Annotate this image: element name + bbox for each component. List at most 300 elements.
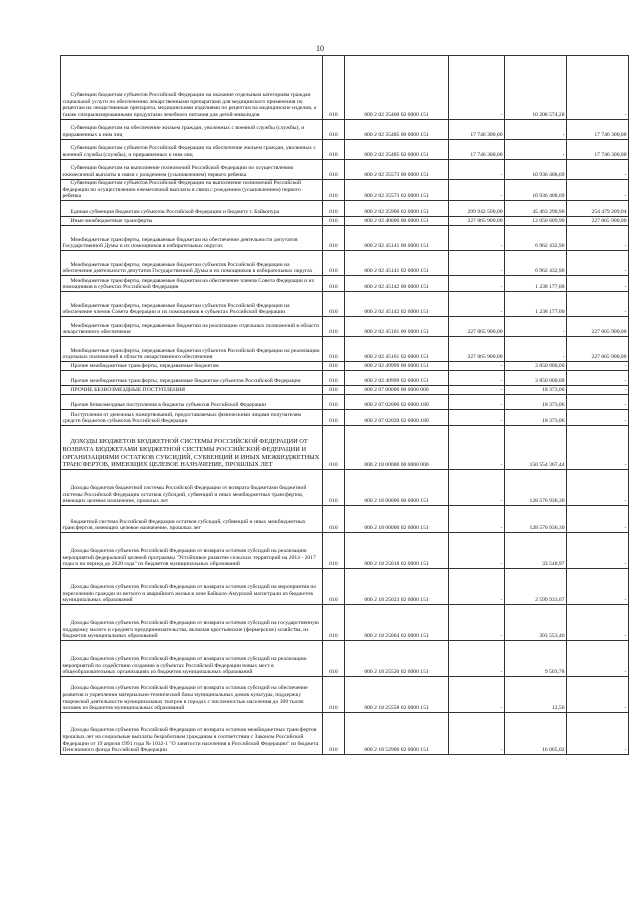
row-admin-code (323, 605, 345, 641)
row-amount-3-text: - (624, 268, 627, 275)
row-amount-2 (505, 217, 567, 226)
row-amount-3-text: 227 065 900,00 (591, 218, 627, 225)
row-amount-1 (449, 276, 505, 292)
row-amount-3-text: 17 746 300,00 (594, 151, 627, 158)
row-amount-1-text: - (500, 597, 503, 604)
row-amount-3 (567, 395, 629, 410)
table-row (61, 470, 629, 506)
row-amount-2 (505, 506, 567, 533)
row-amount-2 (505, 226, 567, 251)
row-amount-3-text: - (624, 111, 627, 118)
row-description (61, 713, 323, 755)
row-amount-2 (505, 56, 567, 120)
row-description-text: Прочие межбюджетные трансферты, передаваемые бюджетам (70, 363, 219, 370)
row-description (61, 251, 323, 276)
row-amount-3 (567, 533, 629, 569)
table-row (61, 426, 629, 470)
table-row (61, 386, 629, 395)
row-budget-code (345, 395, 449, 410)
row-amount-2 (505, 426, 567, 470)
row-description (61, 605, 323, 641)
row-budget-code-text: 000 2 18 25558 02 0000 151 (364, 705, 429, 712)
row-admin-code-text: 010 (329, 111, 338, 118)
row-amount-3-text: - (624, 309, 627, 316)
row-admin-code (323, 533, 345, 569)
row-amount-1-text: - (500, 193, 503, 200)
row-budget-code-text: 000 2 02 35900 02 0000 151 (364, 209, 429, 216)
row-amount-3 (567, 56, 629, 120)
row-admin-code-text: 010 (329, 309, 338, 316)
row-description (61, 276, 323, 292)
row-budget-code (345, 292, 449, 317)
row-description (61, 217, 323, 226)
row-budget-code-text: 000 2 02 49999 02 0000 151 (364, 378, 429, 385)
row-admin-code-text: 010 (329, 329, 338, 336)
row-description-text: Межбюджетные трансферты, передаваемые бюджетам субъектов Российской Федерации на реализацию отдельных полномочий в области лекарственного обеспечения (62, 347, 320, 361)
row-description-text: Межбюджетные трансферты, передаваемые бюджетам на реализацию отдельных полномочий в области лекарственного обеспечения (62, 322, 320, 336)
row-description-text: Прочие безвозмездные поступления в бюджеты субъектов Российской Федерации (70, 402, 267, 409)
row-amount-1-text: - (500, 243, 503, 250)
row-admin-code-text: 010 (329, 363, 338, 370)
row-budget-code-text: 000 2 18 52900 02 0000 151 (364, 747, 429, 754)
row-amount-3 (567, 120, 629, 140)
table-row (61, 506, 629, 533)
row-budget-code (345, 276, 449, 292)
row-amount-3 (567, 160, 629, 180)
row-admin-code-text: 010 (329, 284, 338, 291)
row-admin-code-text: 010 (329, 633, 338, 640)
table-row (61, 292, 629, 317)
row-budget-code-text: 000 2 18 25064 02 0000 151 (364, 633, 429, 640)
row-description-text: Межбюджетные трансферты, передаваемые бюджетам субъектов Российской Федерации на обеспечение деятельности депутатов Государственной Думы и их помощников в избирательных округах (62, 261, 313, 275)
row-amount-2 (505, 201, 567, 217)
row-amount-2-text: 1 238 177,00 (535, 284, 565, 291)
row-admin-code-text: 010 (329, 597, 338, 604)
row-amount-2 (505, 337, 567, 362)
row-amount-1 (449, 395, 505, 410)
row-description (61, 641, 323, 677)
row-amount-3 (567, 337, 629, 362)
row-description-text: Субвенции бюджетам субъектов Российской Федерации на обеспечение жильем граждан, уволенных с военной службы (службы), и приравненных к ним лиц (62, 145, 316, 158)
row-amount-1 (449, 371, 505, 386)
row-amount-1 (449, 226, 505, 251)
row-amount-1-text: - (500, 268, 503, 275)
row-admin-code-text: 010 (329, 151, 338, 158)
row-budget-code (345, 226, 449, 251)
row-amount-2 (505, 569, 567, 605)
row-amount-2-text: 3 850 000,00 (535, 363, 565, 370)
row-amount-3-text: - (624, 525, 627, 532)
row-amount-1-text: - (500, 363, 503, 370)
table-row (61, 56, 629, 120)
row-amount-3-text: - (624, 171, 627, 178)
row-budget-code-text: 000 2 02 35573 00 0000 151 (364, 171, 429, 178)
row-amount-3 (567, 276, 629, 292)
table-row (61, 569, 629, 605)
row-admin-code (323, 217, 345, 226)
row-amount-1 (449, 533, 505, 569)
row-amount-3-text: 17 746 300,00 (594, 131, 627, 138)
row-description-text: Доходы бюджетов субъектов Российской Федерации от возврата остатков субсидий на обеспечение развития и укрепления материально-технической базы муниципальных домов культуры, поддержку творческой деятельности муниципальных театров в городах с численностью населения до 300 тысяч человек из бюджетов муниципальных образований (62, 685, 308, 712)
row-description-text: Доходы бюджетов субъектов Российской Федерации от возврата остатков субсидий на мероприятия по переселению граждан из ветхого и аварийного жилья в зоне Байкало-Амурской магистрали из бюджетов муниципальных образований (62, 584, 317, 604)
table-row (61, 180, 629, 201)
row-amount-3-text: - (624, 243, 627, 250)
row-admin-code-text: 010 (329, 218, 338, 225)
row-admin-code-text: 010 (329, 193, 338, 200)
row-amount-2 (505, 292, 567, 317)
row-amount-1-text: 17 746 300,00 (470, 131, 503, 138)
row-description (61, 56, 323, 120)
row-budget-code-text: 000 2 07 02020 02 0000 180 (364, 418, 429, 425)
row-amount-3 (567, 201, 629, 217)
row-budget-code (345, 217, 449, 226)
row-admin-code-text: 010 (329, 705, 338, 712)
table-row (61, 605, 629, 641)
row-amount-1 (449, 292, 505, 317)
row-amount-1-text: - (500, 171, 503, 178)
row-amount-2 (505, 470, 567, 506)
table-row (61, 371, 629, 386)
row-amount-3 (567, 506, 629, 533)
row-budget-code-text: 000 2 18 00000 02 0000 151 (364, 525, 429, 532)
row-description (61, 426, 323, 470)
row-admin-code (323, 120, 345, 140)
row-amount-2 (505, 386, 567, 395)
row-amount-3 (567, 569, 629, 605)
row-budget-code (345, 180, 449, 201)
row-amount-3-text: - (624, 669, 627, 676)
row-amount-2-text: - (562, 151, 565, 158)
row-admin-code (323, 410, 345, 426)
row-description (61, 677, 323, 713)
row-description (61, 317, 323, 337)
row-admin-code (323, 160, 345, 180)
row-description-text: Доходы бюджетов субъектов Российской Федерации от возврата остатков субсидий на государственную поддержку малого и среднего предпринимательства, включая крестьянские (фермерские) хозяйства, из бюджетов муниципальных образований (62, 620, 320, 640)
row-description-text: Иные межбюджетные трансферты (70, 218, 153, 225)
row-amount-1 (449, 337, 505, 362)
row-description (61, 386, 323, 395)
row-amount-2 (505, 605, 567, 641)
row-budget-code (345, 317, 449, 337)
row-budget-code (345, 713, 449, 755)
row-budget-code (345, 641, 449, 677)
row-amount-1 (449, 677, 505, 713)
row-amount-1-text: - (500, 111, 503, 118)
row-admin-code-text: 010 (329, 131, 338, 138)
row-amount-3 (567, 470, 629, 506)
row-budget-code-text: 000 2 18 00000 00 0000 000 (364, 462, 429, 469)
row-admin-code-text: 010 (329, 378, 338, 385)
row-budget-code-text: 000 2 02 45161 00 0000 151 (364, 329, 429, 336)
row-amount-3 (567, 426, 629, 470)
row-description (61, 120, 323, 140)
row-description (61, 160, 323, 180)
row-budget-code-text: 000 2 07 00000 00 0000 000 (364, 387, 429, 394)
table-row (61, 533, 629, 569)
row-description (61, 180, 323, 201)
row-admin-code-text: 010 (329, 243, 338, 250)
row-admin-code (323, 226, 345, 251)
row-amount-3 (567, 386, 629, 395)
row-amount-3-text: - (624, 193, 627, 200)
row-admin-code-text: 010 (329, 402, 338, 409)
row-admin-code (323, 56, 345, 120)
row-description-text: бюджетной система Российской Федерации остатков субсидий, субвенций и иных межбюджетных трансфертов, имеющих целевое назначение, прошлых лет (62, 518, 306, 532)
row-description (61, 292, 323, 317)
row-amount-2-text: 16 005,02 (542, 747, 565, 754)
row-description (61, 337, 323, 362)
row-description-text: Доходы бюджетов субъектов Российской Федерации от возврата остатков субсидий на реализацию мероприятий по содействию созданию в субъектах Российской Федерации новых мест в общеобразовательных организациях из бюджетов муниципальных образований (62, 656, 307, 676)
row-admin-code-text: 010 (329, 354, 338, 361)
row-admin-code-text: 010 (329, 462, 338, 469)
row-budget-code-text: 000 2 07 02000 02 0000 180 (364, 402, 429, 409)
row-amount-2 (505, 371, 567, 386)
row-admin-code-text: 010 (329, 669, 338, 676)
row-budget-code-text: 000 2 02 35485 02 0000 151 (364, 151, 429, 158)
row-amount-3-text: - (624, 284, 627, 291)
table-row (61, 160, 629, 180)
table-row (61, 641, 629, 677)
row-amount-3-text: - (624, 363, 627, 370)
row-amount-2 (505, 533, 567, 569)
row-amount-3 (567, 180, 629, 201)
row-amount-1 (449, 386, 505, 395)
row-amount-3-text: - (624, 747, 627, 754)
row-amount-2-text: 128 576 936,30 (529, 498, 565, 505)
row-budget-code (345, 337, 449, 362)
row-amount-3 (567, 226, 629, 251)
row-amount-2-text: 12,56 (551, 705, 565, 712)
row-amount-1-text: 227 065 900,00 (467, 329, 503, 336)
row-admin-code-text: 010 (329, 268, 338, 275)
row-amount-1 (449, 217, 505, 226)
row-description-text: Единая субвенция бюджетам субъектов Российской Федерации и бюджету г. Байконура (70, 209, 280, 216)
table-row (61, 337, 629, 362)
row-budget-code-text: 000 2 18 25018 02 0000 151 (364, 561, 429, 568)
row-budget-code-text: 000 2 02 45142 02 0000 151 (364, 309, 429, 316)
row-budget-code-text: 000 2 02 35573 02 0000 151 (364, 193, 429, 200)
row-amount-2 (505, 180, 567, 201)
row-amount-1-text: - (500, 669, 503, 676)
row-amount-1-text: - (500, 462, 503, 469)
row-amount-1 (449, 120, 505, 140)
row-amount-3-text: - (624, 387, 627, 394)
table-row (61, 226, 629, 251)
row-budget-code (345, 569, 449, 605)
row-amount-3-text: - (624, 498, 627, 505)
row-description-text: Доходы бюджетов бюджетной системы Российской Федерации от возврата бюджетами бюджетной системы Российской Федерации остатков субсидий, субвенций и иных межбюджетных трансфертов, имеющих целевое назначение, прошлых лет (62, 485, 307, 505)
table-row (61, 317, 629, 337)
row-budget-code (345, 56, 449, 120)
row-amount-3-text: - (624, 597, 627, 604)
row-description (61, 410, 323, 426)
row-amount-2-text: 2 599 933,67 (535, 597, 565, 604)
row-admin-code-text: 010 (329, 498, 338, 505)
row-description (61, 226, 323, 251)
row-budget-code (345, 470, 449, 506)
row-admin-code-text: 010 (329, 209, 338, 216)
row-amount-3-text: 227 065 900,00 (591, 354, 627, 361)
row-amount-2-text: 18 373,06 (542, 418, 565, 425)
table-row (61, 201, 629, 217)
row-budget-code-text: 000 2 18 25023 02 0000 151 (364, 597, 429, 604)
row-admin-code (323, 180, 345, 201)
row-amount-2-text: 9 503,78 (544, 669, 565, 676)
row-amount-3 (567, 371, 629, 386)
row-budget-code (345, 140, 449, 160)
row-amount-3 (567, 362, 629, 371)
row-admin-code (323, 569, 345, 605)
row-amount-3 (567, 140, 629, 160)
table-row (61, 395, 629, 410)
row-description (61, 140, 323, 160)
row-admin-code-text: 010 (329, 525, 338, 532)
table-row (61, 217, 629, 226)
row-admin-code (323, 251, 345, 276)
row-amount-1-text: - (500, 402, 503, 409)
row-amount-2-text: - (562, 131, 565, 138)
table-row (61, 140, 629, 160)
row-budget-code (345, 506, 449, 533)
row-amount-1-text: - (500, 705, 503, 712)
row-budget-code (345, 251, 449, 276)
row-budget-code (345, 362, 449, 371)
row-amount-3-text: - (624, 418, 627, 425)
row-amount-2 (505, 410, 567, 426)
row-amount-1-text: - (500, 498, 503, 505)
row-amount-1 (449, 362, 505, 371)
row-budget-code (345, 605, 449, 641)
row-amount-2-text: - (562, 354, 565, 361)
row-budget-code (345, 386, 449, 395)
row-admin-code (323, 470, 345, 506)
row-admin-code (323, 201, 345, 217)
row-budget-code-text: 000 2 02 45141 00 0000 151 (364, 243, 429, 250)
row-budget-code-text: 000 2 02 35485 00 0000 151 (364, 131, 429, 138)
row-description-text: Субвенции бюджетам на выполнение полномочий Российской Федерации по осуществлению ежемесячной выплаты в связи с рождением (усыновлением) первого ребенка (62, 165, 294, 178)
row-budget-code (345, 371, 449, 386)
row-amount-2 (505, 276, 567, 292)
row-admin-code (323, 317, 345, 337)
row-amount-1-text: - (500, 561, 503, 568)
row-amount-2-text: 150 554 367,44 (529, 462, 565, 469)
row-amount-1-text: - (500, 309, 503, 316)
row-budget-code-text: 000 2 18 25520 02 0000 151 (364, 669, 429, 676)
row-amount-2-text: 10 208 574,28 (532, 111, 565, 118)
row-amount-3-text: - (624, 705, 627, 712)
row-amount-2 (505, 317, 567, 337)
row-admin-code (323, 713, 345, 755)
row-description-text: Субвенции бюджетам на обеспечение жильем граждан, уволенных с военной службы (службы), и приравненных к ним лиц (62, 125, 305, 138)
row-amount-1 (449, 201, 505, 217)
row-amount-2-text: 393 553,46 (539, 633, 565, 640)
row-amount-1 (449, 140, 505, 160)
row-amount-2 (505, 160, 567, 180)
row-description (61, 395, 323, 410)
row-amount-1-text: - (500, 387, 503, 394)
row-amount-3 (567, 677, 629, 713)
row-description-text: Доходы бюджетов субъектов Российской Федерации от возврата остатков межбюджетных трансфертов прошлых лет на социальные выплаты безработным гражданам в соответствии с Законом Российской Федерации от 19 апреля 1991 года № 1032-1 "О занятости населения в Российской Федерации" из бюджета Пенсионного фонда Российской Федерации (62, 727, 319, 754)
table-row (61, 713, 629, 755)
row-description-text: Субвенции бюджетам субъектов Российской Федерации на выполнение полномочий Российской Федерации по осуществлению ежемесячной выплаты в связи с рождением (усыновлением) первого ребенка (62, 180, 302, 200)
row-budget-code-text: 000 2 02 49999 00 0000 151 (364, 363, 429, 370)
row-amount-3-text: - (624, 633, 627, 640)
row-amount-1 (449, 713, 505, 755)
row-admin-code (323, 337, 345, 362)
row-description-text: Межбюджетные трансферты, передаваемые бюджетам на обеспечение членов Совета Федерации и их помощников в субъектах Российской Федерации (62, 277, 315, 291)
row-amount-1-text: - (500, 378, 503, 385)
row-description (61, 201, 323, 217)
row-amount-1 (449, 410, 505, 426)
row-amount-2-text: 45 463 290,96 (532, 209, 565, 216)
row-amount-1-text: 299 942 500,00 (467, 209, 503, 216)
row-amount-3-text: - (624, 402, 627, 409)
table-row (61, 251, 629, 276)
row-amount-1 (449, 506, 505, 533)
row-admin-code (323, 276, 345, 292)
row-amount-2-text: - (562, 329, 565, 336)
row-amount-1 (449, 569, 505, 605)
row-budget-code-text: 000 2 02 45161 02 0000 151 (364, 354, 429, 361)
row-amount-1 (449, 180, 505, 201)
row-admin-code (323, 386, 345, 395)
table-row (61, 362, 629, 371)
row-amount-2 (505, 395, 567, 410)
row-amount-3 (567, 605, 629, 641)
row-amount-1 (449, 160, 505, 180)
row-description (61, 533, 323, 569)
row-description-text: Прочие межбюджетные трансферты, передаваемые бюджетам субъектов Российской Федерации (70, 378, 301, 385)
row-description (61, 569, 323, 605)
row-amount-1 (449, 317, 505, 337)
row-description-text: Доходы бюджетов субъектов Российской Федерации от возврата остатков субсидий на реализацию мероприятий федеральной целевой программы "Устойчивое развитие сельских территорий на 2014 - 2017 годы и на период до 2020 года" из бюджетов муниципальных образований (62, 548, 316, 568)
row-amount-2-text: 12 050 609,90 (532, 218, 565, 225)
row-amount-2-text: 3 850 000,00 (535, 378, 565, 385)
row-amount-3-text: - (624, 378, 627, 385)
row-amount-3 (567, 713, 629, 755)
row-amount-2-text: 18 373,06 (542, 387, 565, 394)
row-amount-1 (449, 605, 505, 641)
row-amount-1-text: 17 746 300,00 (470, 151, 503, 158)
row-budget-code-text: 000 2 02 35460 02 0000 151 (364, 111, 429, 118)
row-amount-3 (567, 410, 629, 426)
row-amount-3-text: - (624, 561, 627, 568)
row-amount-2 (505, 677, 567, 713)
page-number: 10 (316, 44, 324, 53)
row-amount-2-text: 10 936 408,69 (532, 171, 565, 178)
row-description-text: Межбюджетные трансферты, передаваемые бюджетам на обеспечение деятельности депутатов Государственной Думы и их помощников в избирательных округах (62, 236, 298, 250)
row-amount-3-text: 254 479 209,04 (591, 209, 627, 216)
row-description-text: ДОХОДЫ БЮДЖЕТОВ БЮДЖЕТНОЙ СИСТЕМЫ РОССИЙСКОЙ ФЕДЕРАЦИИ ОТ ВОЗВРАТА БЮДЖЕТАМИ БЮДЖЕТНОЙ СИСТЕМЫ РОССИЙСКОЙ ФЕДЕРАЦИИ И ОРГАНИЗАЦИЯМИ ОСТАТКОВ СУБСИДИЙ, СУБВЕНЦИЙ И ИНЫХ МЕЖБЮДЖЕТНЫХ ТРАНСФЕРТОВ, ИМЕЮЩИХ ЦЕЛЕВОЕ НАЗНАЧЕНИЕ, ПРОШЛЫХ ЛЕТ (62, 438, 320, 469)
row-amount-2 (505, 251, 567, 276)
row-budget-code (345, 426, 449, 470)
row-amount-3 (567, 251, 629, 276)
row-budget-code-text: 000 2 02 45141 02 0000 151 (364, 268, 429, 275)
row-budget-code (345, 410, 449, 426)
row-admin-code (323, 395, 345, 410)
row-amount-1-text: - (500, 284, 503, 291)
row-admin-code (323, 426, 345, 470)
row-admin-code (323, 641, 345, 677)
row-amount-2-text: 128 576 936,30 (529, 525, 565, 532)
row-admin-code-text: 010 (329, 418, 338, 425)
table-row (61, 410, 629, 426)
row-amount-1-text: 227 065 900,00 (467, 354, 503, 361)
row-amount-1 (449, 251, 505, 276)
revenue-table (60, 55, 629, 755)
row-amount-1-text: - (500, 633, 503, 640)
row-amount-2 (505, 362, 567, 371)
